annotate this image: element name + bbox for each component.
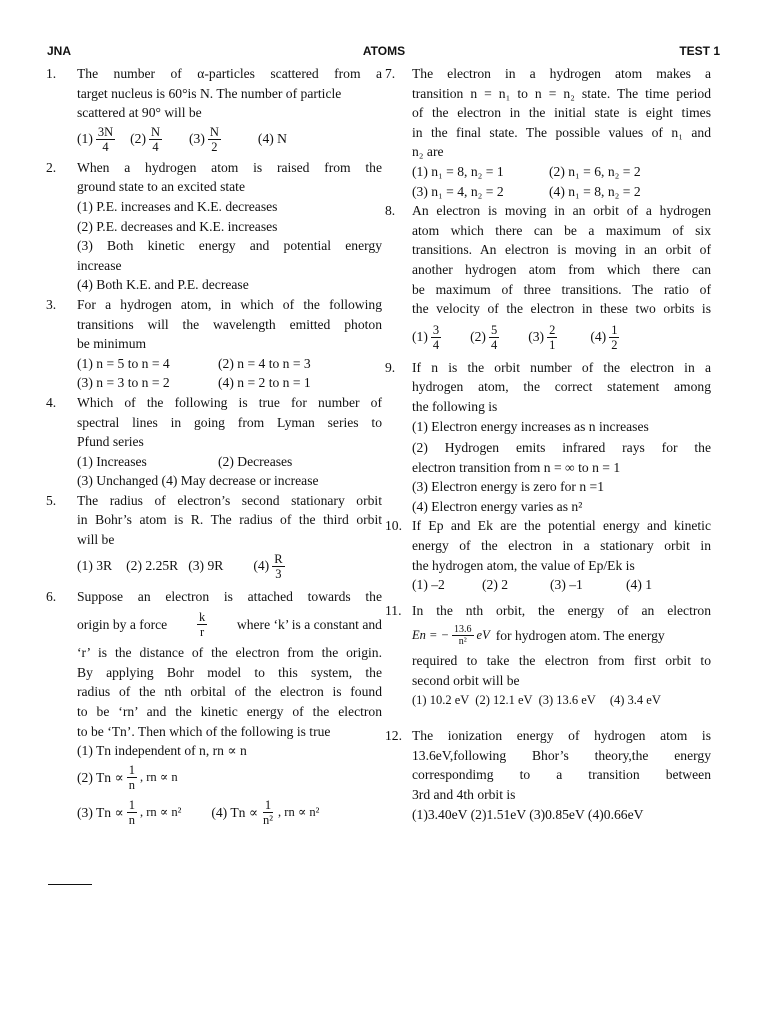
question-text: energy of the electron in a stationary orbit in	[412, 538, 711, 554]
option[interactable]: (4) N	[257, 131, 287, 147]
question-text: Which of the following is true for number of	[77, 394, 382, 410]
option[interactable]: (4) Electron energy varies as n²	[412, 498, 583, 514]
option[interactable]: (4) 1	[626, 577, 653, 593]
header-left: JNA	[47, 44, 72, 58]
option[interactable]: (1) P.E. increases and K.E. decreases	[77, 198, 278, 214]
question-1	[46, 64, 382, 158]
question-text: The electron in a hydrogen atom makes a	[412, 66, 711, 81]
question-text: ‘r’ is the distance of the electron from the origin.	[77, 645, 382, 661]
question-12	[385, 726, 711, 824]
option[interactable]: (1) $\frac{3}{4}$	[412, 322, 440, 352]
question-text: For a hydrogen atom, in which of the following	[77, 296, 382, 312]
equation: En = −	[412, 628, 450, 643]
question-text: In the nth orbit, the energy of an electron	[412, 602, 711, 618]
question-text-row: origin by a force $\frac{k}{r}$ where ‘k’ is a constant and	[77, 610, 382, 640]
option[interactable]: (2) 2.25R	[126, 558, 179, 574]
header-title: ATOMS	[362, 44, 406, 58]
options-row	[77, 354, 382, 374]
left-column	[46, 64, 382, 827]
question-text: of the electron in the initial state is eight times	[412, 105, 711, 121]
options-row	[77, 798, 382, 827]
question-number: 6.	[46, 588, 57, 604]
question-text: An electron is moving in an orbit of a hydrogen	[412, 203, 711, 219]
question-text: will be	[77, 532, 115, 548]
option-row[interactable]: (1)3.40eV (2)1.51eV (3)0.85eV (4)0.66eV	[412, 806, 644, 822]
question-number: 11.	[385, 602, 402, 618]
option[interactable]: (3) n = 3 to n = 2	[77, 375, 170, 391]
question-text: required to take the electron from first orbit to	[412, 653, 711, 669]
header-right: TEST 1	[679, 44, 720, 58]
option-continued: electron transition from n = ∞ to n = 1	[412, 459, 621, 475]
option[interactable]: (3) –1	[550, 577, 583, 593]
right-column	[385, 64, 711, 824]
question-text: n₂ are	[412, 144, 444, 160]
option[interactable]: (4) $\frac{1}{2}$	[590, 322, 618, 352]
question-text: transitions will the wavelength emitted photon	[77, 316, 382, 332]
option[interactable]: (4) Both K.E. and P.E. decrease	[77, 277, 249, 293]
question-text: the velocity of the electron in these two orbits is	[412, 301, 711, 317]
options-row	[412, 162, 711, 182]
option[interactable]: (1) Tn independent of n, rn ∝ n	[77, 743, 247, 759]
option[interactable]: (3) $\frac{N}{2}$	[189, 124, 219, 154]
question-text: ground state to an excited state	[77, 179, 245, 195]
question-6	[46, 587, 382, 827]
question-text: correspondimg to a transition between	[412, 767, 711, 783]
question-text: Suppose an electron is attached towards the	[77, 588, 382, 604]
question-text: in the final state. The possible values of n₁ and	[412, 124, 711, 140]
options-row	[412, 575, 711, 595]
option[interactable]: (3) $\frac{2}{1}$	[528, 322, 556, 352]
option[interactable]: (2) $\frac{5}{4}$	[470, 322, 498, 352]
footer-divider	[48, 884, 92, 885]
question-number: 2.	[46, 159, 57, 175]
options-row	[77, 125, 382, 154]
question-text: When a hydrogen atom is raised from the	[77, 159, 382, 175]
fraction: $\frac{13.6}{\text{n²}}$	[454, 624, 472, 648]
option[interactable]: (2) P.E. decreases and K.E. increases	[77, 218, 278, 234]
option[interactable]: (3) Unchanged (4) May decrease or increase	[77, 473, 319, 489]
question-3	[46, 295, 382, 393]
question-text: If Ep and Ek are the potential energy and kinetic	[412, 518, 711, 534]
question-8	[385, 201, 711, 358]
question-text: radius of the nth orbital of the electron is found	[77, 684, 382, 700]
question-text: atom which there can be a maximum of six	[412, 222, 711, 238]
question-text: The number of α-particles scattered from a	[77, 66, 382, 81]
option[interactable]: (4) Tn ∝ $\frac{1}{\text{n²}}$ , rn ∝ n²	[211, 797, 320, 827]
question-number: 10.	[385, 518, 402, 534]
options-row	[77, 452, 382, 472]
question-text: scattered at 90° will be	[77, 105, 202, 121]
option[interactable]: (1) 3R	[77, 558, 113, 574]
question-number: 5.	[46, 492, 57, 508]
fraction: $\frac{k}{r}$	[198, 610, 206, 640]
option[interactable]: (3) 13.6 eV	[538, 692, 596, 707]
question-text: in Bohr’s atom is R. The radius of the third orbit	[77, 512, 382, 528]
question-11	[385, 601, 711, 726]
options-row	[412, 691, 711, 711]
question-9	[385, 358, 711, 517]
options-row	[412, 323, 711, 352]
option[interactable]: (2) 2	[482, 577, 509, 593]
question-2	[46, 158, 382, 295]
question-text: transition n = n₁ to n = n₂ state. The time period	[412, 85, 711, 101]
question-text: spectral lines in going from Lyman series to	[77, 414, 382, 430]
question-text: hydrogen atom, the correct statement among	[412, 379, 711, 395]
option[interactable]: (3) n₁ = 4, n₂ = 2	[412, 183, 504, 199]
options-row	[77, 373, 382, 393]
question-text: be maximum of three transitions. The ratio of	[412, 281, 711, 297]
option[interactable]: (4) 3.4 eV	[609, 692, 661, 707]
option[interactable]: (3) 9R	[188, 558, 224, 574]
question-number: 4.	[46, 394, 57, 410]
question-text: another hydrogen atom from which there can	[412, 261, 711, 277]
option[interactable]: (1) Electron energy increases as n increases	[412, 418, 649, 434]
option[interactable]: (1) Increases	[77, 453, 147, 469]
question-number: 7.	[385, 66, 396, 81]
option[interactable]: (2) 12.1 eV	[475, 692, 533, 707]
option[interactable]: (2) $\frac{N}{4}$	[130, 124, 161, 154]
question-number: 1.	[46, 66, 57, 81]
question-number: 9.	[385, 359, 396, 375]
option-continued: increase	[77, 257, 122, 273]
question-text-row: En = − $\frac{13.6}{\text{n²}}$ eV for hydrogen atom. The energy	[412, 624, 665, 648]
question-text: to be ‘Tn’. Then which of the following is true	[77, 723, 331, 739]
question-text: 13.6eV,following Bhor’s theory,the energy	[412, 747, 711, 763]
question-text: If n is the orbit number of the electron in a	[412, 359, 711, 375]
question-text: 3rd and 4th orbit is	[412, 787, 516, 802]
question-text: to be ‘rn’ and the kinetic energy of the electron	[77, 704, 382, 720]
question-5	[46, 491, 382, 585]
question-10	[385, 516, 711, 600]
options-row	[412, 182, 711, 202]
question-text: the hydrogen atom, the value of Ep/Ek is	[412, 557, 635, 573]
option[interactable]: (3) Electron energy is zero for n =1	[412, 479, 604, 495]
question-text: target nucleus is 60°is N. The number of particle	[77, 85, 342, 101]
option[interactable]: (1) n₁ = 8, n₂ = 1	[412, 163, 504, 179]
question-text: Pfund series	[77, 434, 144, 450]
question-text: The radius of electron’s second stationary orbit	[77, 492, 382, 508]
question-number: 8.	[385, 203, 396, 219]
option[interactable]: (4) $\frac{R}{3}$	[253, 551, 283, 581]
question-text: be minimum	[77, 336, 147, 352]
option[interactable]: (2) n = 4 to n = 3	[218, 355, 311, 371]
option[interactable]: (3) Both kinetic energy and potential energy	[77, 238, 382, 254]
question-text: transitions. An electron is moving in an orbit of	[412, 242, 711, 258]
option[interactable]: (4) n₁ = 8, n₂ = 2	[549, 183, 641, 199]
question-text: second orbit will be	[412, 673, 520, 689]
option[interactable]: (2) Hydrogen emits infrared rays for the	[412, 440, 711, 456]
option[interactable]: (1) $\frac{3N}{4}$	[77, 124, 114, 154]
option[interactable]: (2) Decreases	[218, 453, 293, 469]
question-text: The ionization energy of hydrogen atom is	[412, 728, 711, 744]
option[interactable]: (1) n = 5 to n = 4	[77, 355, 170, 371]
option[interactable]: (4) n = 2 to n = 1	[218, 375, 311, 391]
question-text: By applying Bohr model to this system, the	[77, 664, 382, 680]
question-4	[46, 393, 382, 491]
option[interactable]: (1) 10.2 eV	[412, 692, 470, 707]
option[interactable]: (3) Tn ∝ $\frac{1}{n}$ , rn ∝ n²	[77, 797, 182, 827]
option[interactable]: (2) Tn ∝ $\frac{1}{n}$ , rn ∝ n	[77, 762, 178, 792]
option[interactable]: (2) n₁ = 6, n₂ = 2	[549, 163, 641, 179]
question-7	[385, 64, 711, 201]
question-number: 3.	[46, 296, 57, 312]
options-row	[77, 552, 382, 581]
question-text: the following is	[412, 398, 498, 414]
question-number: 12.	[385, 728, 402, 744]
option[interactable]: (1) –2	[412, 577, 445, 593]
